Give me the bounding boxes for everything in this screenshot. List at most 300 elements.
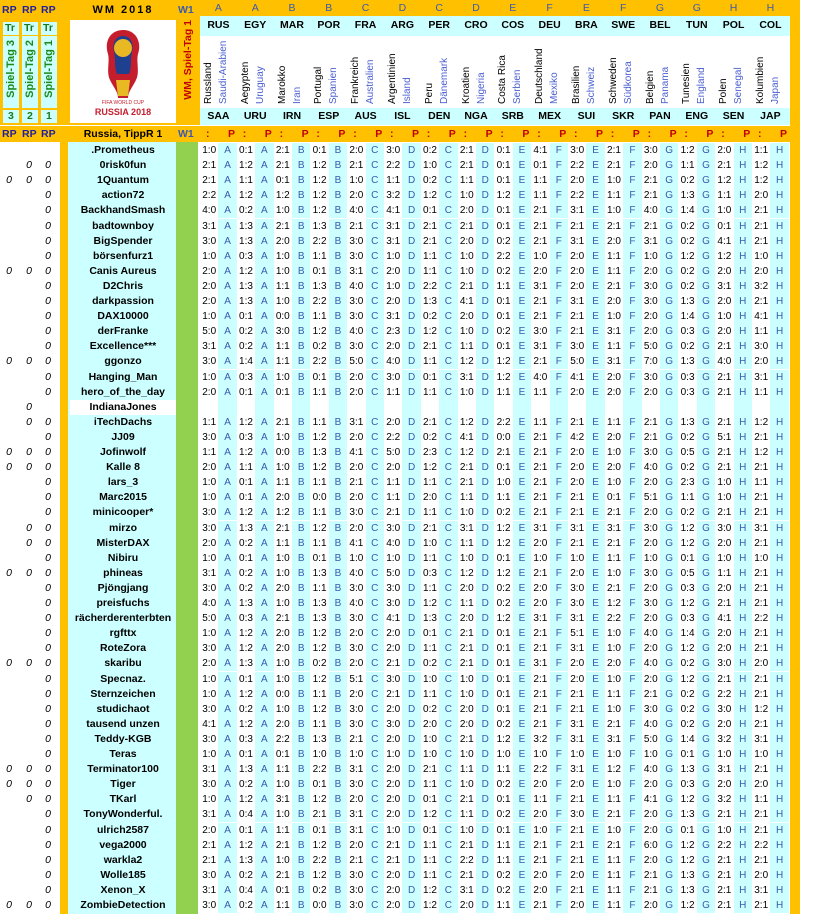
tip-score[interactable]: 1:0 xyxy=(275,658,290,670)
tip-score[interactable]: 2:0 xyxy=(349,658,364,670)
tip-score[interactable]: 2:1 xyxy=(570,326,585,338)
tip-score[interactable]: 1:2 xyxy=(312,462,327,474)
tip-score[interactable]: 1:0 xyxy=(202,688,217,700)
tip-score[interactable]: 2:0 xyxy=(386,416,401,428)
tip-score[interactable]: 1:3 xyxy=(680,809,695,821)
tip-score[interactable]: 2:1 xyxy=(643,431,658,443)
tip-score[interactable]: 0:2 xyxy=(680,341,695,353)
tip-score[interactable]: 1:2 xyxy=(496,613,511,625)
tip-score[interactable]: 3:0 xyxy=(202,703,217,715)
tip-score[interactable]: 1:1 xyxy=(275,537,290,549)
tip-score[interactable]: 2:0 xyxy=(717,779,732,791)
tip-score[interactable]: 1:1 xyxy=(607,341,621,353)
tip-score[interactable]: 1:1 xyxy=(459,492,474,504)
tip-score[interactable]: 1:2 xyxy=(754,175,769,187)
tip-score[interactable]: 3:0 xyxy=(643,447,658,458)
tip-score[interactable]: 1:1 xyxy=(312,477,327,489)
tip-score[interactable]: 2:0 xyxy=(643,477,658,489)
tip-score[interactable]: 1:2 xyxy=(459,567,474,579)
tip-score[interactable]: 2:1 xyxy=(717,371,732,383)
tip-score[interactable]: 1:2 xyxy=(680,250,695,262)
tip-score[interactable]: 2:0 xyxy=(717,582,732,594)
tip-score[interactable]: 1:1 xyxy=(386,175,401,187)
tip-score[interactable]: 0:2 xyxy=(423,703,437,715)
player-name[interactable]: D2Chris xyxy=(102,279,144,292)
tip-score[interactable]: 1:0 xyxy=(459,326,474,338)
tip-score[interactable]: 2:1 xyxy=(570,703,585,715)
tip-score[interactable]: 2:0 xyxy=(643,824,658,836)
tip-score[interactable]: 2:0 xyxy=(386,884,401,896)
player-name[interactable]: JJ09 xyxy=(111,430,135,443)
tip-score[interactable]: 2:0 xyxy=(533,582,548,594)
tip-score[interactable]: 1:1 xyxy=(680,492,695,504)
tip-score[interactable]: 1:4 xyxy=(680,311,695,323)
tip-score[interactable]: 3:1 xyxy=(202,220,217,232)
tip-score[interactable]: 0:2 xyxy=(496,235,511,247)
tip-score[interactable]: 1:0 xyxy=(717,749,732,760)
tip-score[interactable]: 2:0 xyxy=(349,522,364,534)
tip-score[interactable]: 0:1 xyxy=(275,175,290,187)
tip-score[interactable]: 2:1 xyxy=(643,175,658,187)
tip-score[interactable]: 1:2 xyxy=(423,884,437,896)
tip-score[interactable]: 3:0 xyxy=(386,145,401,156)
tip-score[interactable]: 2:0 xyxy=(717,145,732,156)
tip-score[interactable]: 3:0 xyxy=(386,522,401,534)
tip-score[interactable]: 3:1 xyxy=(570,235,585,247)
tip-score[interactable]: 2:1 xyxy=(459,794,474,806)
tip-score[interactable]: 2:0 xyxy=(459,900,474,911)
tip-score[interactable]: 1:2 xyxy=(607,764,621,776)
table-row[interactable] xyxy=(0,626,800,641)
tip-score[interactable]: 2:0 xyxy=(202,265,217,277)
tip-score[interactable]: 3:0 xyxy=(202,522,217,534)
tip-score[interactable]: 3:2 xyxy=(754,280,769,292)
tip-score[interactable]: 0:1 xyxy=(496,296,511,307)
tip-score[interactable]: 3:1 xyxy=(202,567,217,579)
tip-score[interactable]: 2:1 xyxy=(533,220,548,232)
tip-score[interactable]: 0:2 xyxy=(496,884,511,896)
tip-score[interactable]: 2:0 xyxy=(202,462,217,474)
tip-score[interactable]: 1:0 xyxy=(459,779,474,791)
tip-score[interactable]: 1:0 xyxy=(459,386,474,398)
tip-score[interactable]: 2:0 xyxy=(423,492,437,504)
tip-score[interactable]: 2:1 xyxy=(754,296,769,307)
tip-score[interactable]: 2:1 xyxy=(533,492,548,504)
tip-score[interactable]: 2:0 xyxy=(349,462,364,474)
tip-score[interactable]: 1:1 xyxy=(496,839,511,851)
tip-score[interactable]: 1:0 xyxy=(607,311,621,323)
tip-score[interactable]: 3:0 xyxy=(275,326,290,338)
tip-score[interactable]: 0:2 xyxy=(496,869,511,881)
tip-score[interactable]: 1:0 xyxy=(275,552,290,564)
tip-score[interactable]: 1:0 xyxy=(275,809,290,821)
tip-score[interactable]: 2:1 xyxy=(533,643,548,655)
tip-score[interactable]: 1:0 xyxy=(423,673,437,685)
tip-score[interactable]: 2:0 xyxy=(570,779,585,791)
tip-score[interactable]: 2:1 xyxy=(570,824,585,836)
tip-score[interactable]: 2:1 xyxy=(717,869,732,881)
tip-score[interactable]: 2:1 xyxy=(386,854,401,866)
tip-score[interactable]: 0:2 xyxy=(239,341,253,353)
tip-score[interactable]: 1:1 xyxy=(423,507,437,519)
tip-score[interactable]: 2:0 xyxy=(386,643,401,655)
tip-score[interactable]: 1:3 xyxy=(680,764,695,776)
tip-score[interactable]: 0:2 xyxy=(496,718,511,730)
tip-score[interactable]: 1:2 xyxy=(680,839,695,851)
tip-score[interactable]: 1:0 xyxy=(202,628,217,640)
tip-score[interactable]: 2:1 xyxy=(570,311,585,323)
tip-score[interactable]: 2:0 xyxy=(643,160,658,172)
tip-score[interactable]: 1:0 xyxy=(275,371,290,383)
tip-score[interactable]: 2:0 xyxy=(202,824,217,836)
tip-score[interactable]: 3:1 xyxy=(570,296,585,307)
tip-score[interactable]: 0:1 xyxy=(496,205,511,217)
player-name[interactable]: RoteZora xyxy=(99,642,147,655)
tip-score[interactable]: 2:1 xyxy=(717,507,732,519)
tip-score[interactable]: 3:0 xyxy=(717,703,732,715)
tip-score[interactable]: 1:2 xyxy=(680,145,695,156)
tip-score[interactable]: 1:2 xyxy=(680,900,695,911)
tip-score[interactable]: 1:2 xyxy=(680,643,695,655)
table-row[interactable] xyxy=(0,596,800,611)
tip-score[interactable]: 0:2 xyxy=(239,205,253,217)
tip-score[interactable]: 1:2 xyxy=(312,431,327,443)
tip-score[interactable]: 0:2 xyxy=(680,280,695,292)
tip-score[interactable]: 3:0 xyxy=(202,779,217,791)
tip-score[interactable]: 2:0 xyxy=(533,598,548,609)
tip-score[interactable]: 2:1 xyxy=(423,416,437,428)
tip-score[interactable]: 0:3 xyxy=(680,779,695,791)
player-name[interactable]: iTechDachs xyxy=(93,415,153,428)
tip-score[interactable]: 0:3 xyxy=(680,582,695,594)
table-row[interactable] xyxy=(0,279,800,294)
tip-score[interactable]: 0:2 xyxy=(239,779,253,791)
tip-score[interactable]: 2:2 xyxy=(496,250,511,262)
tip-score[interactable]: 4:1 xyxy=(459,431,474,443)
tip-score[interactable]: 4:2 xyxy=(570,431,585,443)
tip-score[interactable]: 1:0 xyxy=(643,552,658,564)
tip-score[interactable]: 7:0 xyxy=(643,356,658,368)
table-row[interactable] xyxy=(0,143,800,158)
tip-score[interactable]: 2:1 xyxy=(423,220,437,232)
tip-score[interactable]: 0:1 xyxy=(496,341,511,353)
tip-score[interactable]: 1:4 xyxy=(680,205,695,217)
tip-score[interactable]: 2:0 xyxy=(386,341,401,353)
tip-score[interactable]: 1:3 xyxy=(312,613,327,625)
tip-score[interactable]: 4:1 xyxy=(643,794,658,806)
tip-score[interactable]: 0:2 xyxy=(496,326,511,338)
tip-score[interactable]: 2:1 xyxy=(754,492,769,504)
tip-score[interactable]: 1:3 xyxy=(239,296,253,307)
tip-score[interactable]: 0:2 xyxy=(496,598,511,609)
tip-score[interactable]: 2:1 xyxy=(533,567,548,579)
tip-score[interactable]: 1:2 xyxy=(717,250,732,262)
tip-score[interactable]: 5:0 xyxy=(643,341,658,353)
tip-score[interactable]: 1:0 xyxy=(570,749,585,760)
table-row[interactable] xyxy=(0,460,800,475)
player-name[interactable]: Marc2015 xyxy=(99,491,147,504)
tip-score[interactable]: 1:1 xyxy=(533,190,548,202)
tip-score[interactable]: 1:1 xyxy=(754,386,769,398)
tip-score[interactable]: 4:1 xyxy=(754,311,769,323)
tip-score[interactable]: 1:0 xyxy=(607,175,621,187)
tip-score[interactable]: 0:2 xyxy=(680,703,695,715)
tip-score[interactable]: 3:1 xyxy=(570,718,585,730)
tip-score[interactable]: 1:0 xyxy=(349,749,364,760)
tip-score[interactable]: 1:3 xyxy=(680,416,695,428)
tip-score[interactable]: 2:0 xyxy=(386,900,401,911)
tip-score[interactable]: 1:2 xyxy=(496,537,511,549)
tip-score[interactable]: 3:0 xyxy=(349,900,364,911)
tip-score[interactable]: 2:0 xyxy=(275,643,290,655)
tip-score[interactable]: 0:1 xyxy=(312,145,327,156)
tip-score[interactable]: 2:1 xyxy=(570,416,585,428)
tip-score[interactable]: 2:0 xyxy=(202,280,217,292)
tip-score[interactable]: 1:1 xyxy=(607,884,621,896)
tip-score[interactable]: 2:1 xyxy=(754,220,769,232)
tip-score[interactable]: 3:1 xyxy=(533,280,548,292)
tip-score[interactable]: 1:0 xyxy=(533,749,548,760)
table-row[interactable] xyxy=(0,173,800,188)
tip-score[interactable]: 1:1 xyxy=(275,764,290,776)
player-name[interactable]: ggonzo xyxy=(104,355,142,368)
tip-score[interactable]: 2:0 xyxy=(643,507,658,519)
tip-score[interactable]: 1:2 xyxy=(312,522,327,534)
tip-score[interactable]: 1:0 xyxy=(717,552,732,564)
table-row[interactable] xyxy=(0,430,800,445)
tip-score[interactable]: 3:2 xyxy=(533,733,548,745)
tip-score[interactable]: 3:1 xyxy=(349,265,364,277)
tip-score[interactable]: 1:0 xyxy=(607,205,621,217)
tip-score[interactable]: 1:0 xyxy=(275,462,290,474)
tip-score[interactable]: 2:1 xyxy=(533,900,548,911)
tip-score[interactable]: 3:1 xyxy=(570,764,585,776)
tip-score[interactable]: 4:0 xyxy=(643,718,658,730)
tip-score[interactable]: 1:1 xyxy=(607,854,621,866)
tip-score[interactable]: 2:2 xyxy=(607,613,621,625)
tip-score[interactable]: 1:2 xyxy=(239,628,253,640)
tip-score[interactable]: 2:1 xyxy=(386,658,401,670)
tip-score[interactable]: 1:0 xyxy=(643,749,658,760)
tip-score[interactable]: 1:1 xyxy=(533,386,548,398)
tip-score[interactable]: 1:1 xyxy=(496,854,511,866)
tip-score[interactable]: 1:0 xyxy=(496,749,511,760)
player-name[interactable]: BackhandSmash xyxy=(80,204,166,217)
tip-score[interactable] xyxy=(494,400,512,415)
tip-score[interactable]: 1:0 xyxy=(570,552,585,564)
tip-score[interactable]: 0:1 xyxy=(239,673,253,685)
tip-score[interactable]: 3:0 xyxy=(202,235,217,247)
tip-score[interactable]: 1:3 xyxy=(312,220,327,232)
tip-score[interactable]: 4:0 xyxy=(349,598,364,609)
tip-score[interactable]: 2:1 xyxy=(275,145,290,156)
tip-score[interactable]: 2:0 xyxy=(533,265,548,277)
tip-score[interactable]: 3:2 xyxy=(717,733,732,745)
tip-score[interactable]: 2:2 xyxy=(423,280,437,292)
tip-score[interactable]: 2:1 xyxy=(533,356,548,368)
tip-score[interactable]: 2:0 xyxy=(607,462,621,474)
table-row[interactable] xyxy=(0,762,800,777)
tip-score[interactable]: 2:1 xyxy=(459,643,474,655)
tip-score[interactable]: 1:2 xyxy=(423,326,437,338)
tip-score[interactable]: 2:2 xyxy=(717,839,732,851)
tip-score[interactable]: 1:3 xyxy=(680,190,695,202)
tip-score[interactable]: 0:2 xyxy=(312,658,327,670)
player-name[interactable]: darkpassion xyxy=(92,295,154,307)
table-row[interactable] xyxy=(0,551,800,566)
tip-score[interactable]: 3:0 xyxy=(386,371,401,383)
tip-score[interactable]: 2:1 xyxy=(643,220,658,232)
tip-score[interactable]: 1:0 xyxy=(717,311,732,323)
tip-score[interactable]: 1:3 xyxy=(680,884,695,896)
tip-score[interactable]: 2:0 xyxy=(570,869,585,881)
table-row[interactable] xyxy=(0,158,800,173)
player-name[interactable]: rächerderenterbten xyxy=(74,612,172,625)
tip-score[interactable]: 4:1 xyxy=(202,718,217,730)
tip-score[interactable]: 1:0 xyxy=(754,250,769,262)
tip-score[interactable]: 0:1 xyxy=(680,552,695,564)
tip-score[interactable]: 3:0 xyxy=(754,341,769,353)
table-row[interactable] xyxy=(0,415,800,430)
tip-score[interactable]: 4:1 xyxy=(570,371,585,383)
tip-score[interactable]: 1:0 xyxy=(423,160,437,172)
tip-score[interactable]: 2:0 xyxy=(607,386,621,398)
tip-score[interactable]: 4:1 xyxy=(717,613,732,625)
table-row[interactable] xyxy=(0,521,800,536)
tip-score[interactable] xyxy=(568,400,586,415)
tip-score[interactable]: 0:1 xyxy=(275,386,290,398)
tip-score[interactable]: 1:1 xyxy=(312,386,327,398)
tip-score[interactable]: 2:1 xyxy=(496,447,511,458)
tip-score[interactable]: 0:3 xyxy=(680,326,695,338)
tip-score[interactable]: 2:1 xyxy=(643,884,658,896)
tip-score[interactable]: 2:1 xyxy=(717,809,732,821)
tip-score[interactable]: 2:1 xyxy=(423,235,437,247)
tip-score[interactable]: 0:1 xyxy=(423,824,437,836)
tip-score[interactable]: 2:0 xyxy=(386,265,401,277)
tip-score[interactable]: 0:2 xyxy=(239,869,253,881)
tip-score[interactable]: 1:0 xyxy=(275,703,290,715)
tip-score[interactable]: 3:1 xyxy=(386,311,401,323)
tip-score[interactable]: 3:1 xyxy=(607,326,621,338)
player-name[interactable]: Canis Aureus xyxy=(89,264,157,277)
tip-score[interactable]: 2:1 xyxy=(570,854,585,866)
player-name[interactable]: tausend unzen xyxy=(86,717,160,730)
table-row[interactable] xyxy=(0,838,800,853)
tip-score[interactable]: 3:1 xyxy=(349,824,364,836)
tip-score[interactable]: 1:2 xyxy=(239,794,253,806)
tip-score[interactable]: 1:0 xyxy=(607,447,621,458)
tip-score[interactable]: 2:2 xyxy=(312,356,327,368)
tip-score[interactable] xyxy=(642,400,660,415)
tip-score[interactable]: 1:0 xyxy=(275,296,290,307)
tip-score[interactable]: 2:0 xyxy=(754,265,769,277)
table-row[interactable] xyxy=(0,309,800,324)
tip-score[interactable]: 3:1 xyxy=(459,371,474,383)
tip-score[interactable]: 1:0 xyxy=(275,567,290,579)
tip-score[interactable]: 2:0 xyxy=(570,447,585,458)
tip-score[interactable]: 1:2 xyxy=(680,854,695,866)
tip-score[interactable]: 5:0 xyxy=(570,356,585,368)
tip-score[interactable]: 0:5 xyxy=(680,567,695,579)
tip-score[interactable]: 2:1 xyxy=(570,688,585,700)
tip-score[interactable]: 1:0 xyxy=(275,205,290,217)
player-name[interactable]: hero_of_the_day xyxy=(80,385,166,398)
tip-score[interactable]: 1:2 xyxy=(275,507,290,519)
tip-score[interactable]: 2:1 xyxy=(533,477,548,489)
tip-score[interactable]: 3:1 xyxy=(754,884,769,896)
tip-score[interactable]: 5:0 xyxy=(643,733,658,745)
tip-score[interactable]: 0:3 xyxy=(239,250,253,262)
tip-score[interactable]: 1:1 xyxy=(275,280,290,292)
player-name[interactable]: ZombieDetection xyxy=(80,899,166,911)
tip-score[interactable]: 2:1 xyxy=(459,160,474,172)
table-row[interactable] xyxy=(0,219,800,234)
tip-score[interactable]: 1:0 xyxy=(607,779,621,791)
tip-score[interactable]: 2:0 xyxy=(570,462,585,474)
tip-score[interactable]: 1:1 xyxy=(459,341,474,353)
tip-score[interactable]: 5:0 xyxy=(386,567,401,579)
tip-score[interactable]: 1:2 xyxy=(423,462,437,474)
tip-score[interactable]: 2:1 xyxy=(607,507,621,519)
tip-score[interactable]: 2:0 xyxy=(386,809,401,821)
tip-score[interactable]: 2:2 xyxy=(754,613,769,625)
tip-score[interactable]: 1:2 xyxy=(423,190,437,202)
tip-score[interactable]: 1:1 xyxy=(496,764,511,776)
tip-score[interactable]: 0:2 xyxy=(423,658,437,670)
tip-score[interactable]: 2:1 xyxy=(607,145,621,156)
tip-score[interactable]: 1:2 xyxy=(754,447,769,458)
tip-score[interactable]: 2:0 xyxy=(754,779,769,791)
tip-score[interactable]: 1:2 xyxy=(459,416,474,428)
tip-score[interactable]: 3:0 xyxy=(349,235,364,247)
tip-score[interactable]: 1:1 xyxy=(312,688,327,700)
tip-score[interactable]: 2:2 xyxy=(312,764,327,776)
tip-score[interactable]: 5:0 xyxy=(349,356,364,368)
tip-score[interactable]: 0:2 xyxy=(680,175,695,187)
table-row[interactable] xyxy=(0,234,800,249)
player-name[interactable]: lars_3 xyxy=(107,476,139,489)
tip-score[interactable]: 3:2 xyxy=(386,190,401,202)
tip-score[interactable]: 2:0 xyxy=(533,779,548,791)
tip-score[interactable]: 2:0 xyxy=(754,356,769,368)
tip-score[interactable]: 4:1 xyxy=(349,447,364,458)
tip-score[interactable]: 1:1 xyxy=(202,447,217,458)
tip-score[interactable]: 1:1 xyxy=(239,462,253,474)
player-name[interactable]: ulrich2587 xyxy=(97,823,149,836)
tip-score[interactable]: 3:0 xyxy=(643,522,658,534)
table-row[interactable] xyxy=(0,294,800,309)
tip-score[interactable]: 3:1 xyxy=(533,658,548,670)
tip-score[interactable]: 2:1 xyxy=(754,673,769,685)
tip-score[interactable]: 4:0 xyxy=(643,462,658,474)
tip-score[interactable]: 2:0 xyxy=(459,582,474,594)
tip-score[interactable]: 2:0 xyxy=(349,688,364,700)
tip-score[interactable]: 2:1 xyxy=(643,688,658,700)
tip-score[interactable]: 2:0 xyxy=(570,175,585,187)
tip-score[interactable]: 2:1 xyxy=(717,884,732,896)
table-row[interactable] xyxy=(0,611,800,626)
table-row[interactable] xyxy=(0,672,800,687)
tip-score[interactable]: 2:1 xyxy=(386,839,401,851)
tip-score[interactable]: 2:1 xyxy=(754,431,769,443)
tip-score[interactable]: 0:1 xyxy=(312,371,327,383)
tip-score[interactable]: 0:0 xyxy=(312,900,327,911)
tip-score[interactable]: 5:1 xyxy=(570,628,585,640)
tip-score[interactable]: 1:1 xyxy=(607,190,621,202)
tip-score[interactable]: 0:2 xyxy=(680,688,695,700)
tip-score[interactable]: 1:1 xyxy=(680,160,695,172)
